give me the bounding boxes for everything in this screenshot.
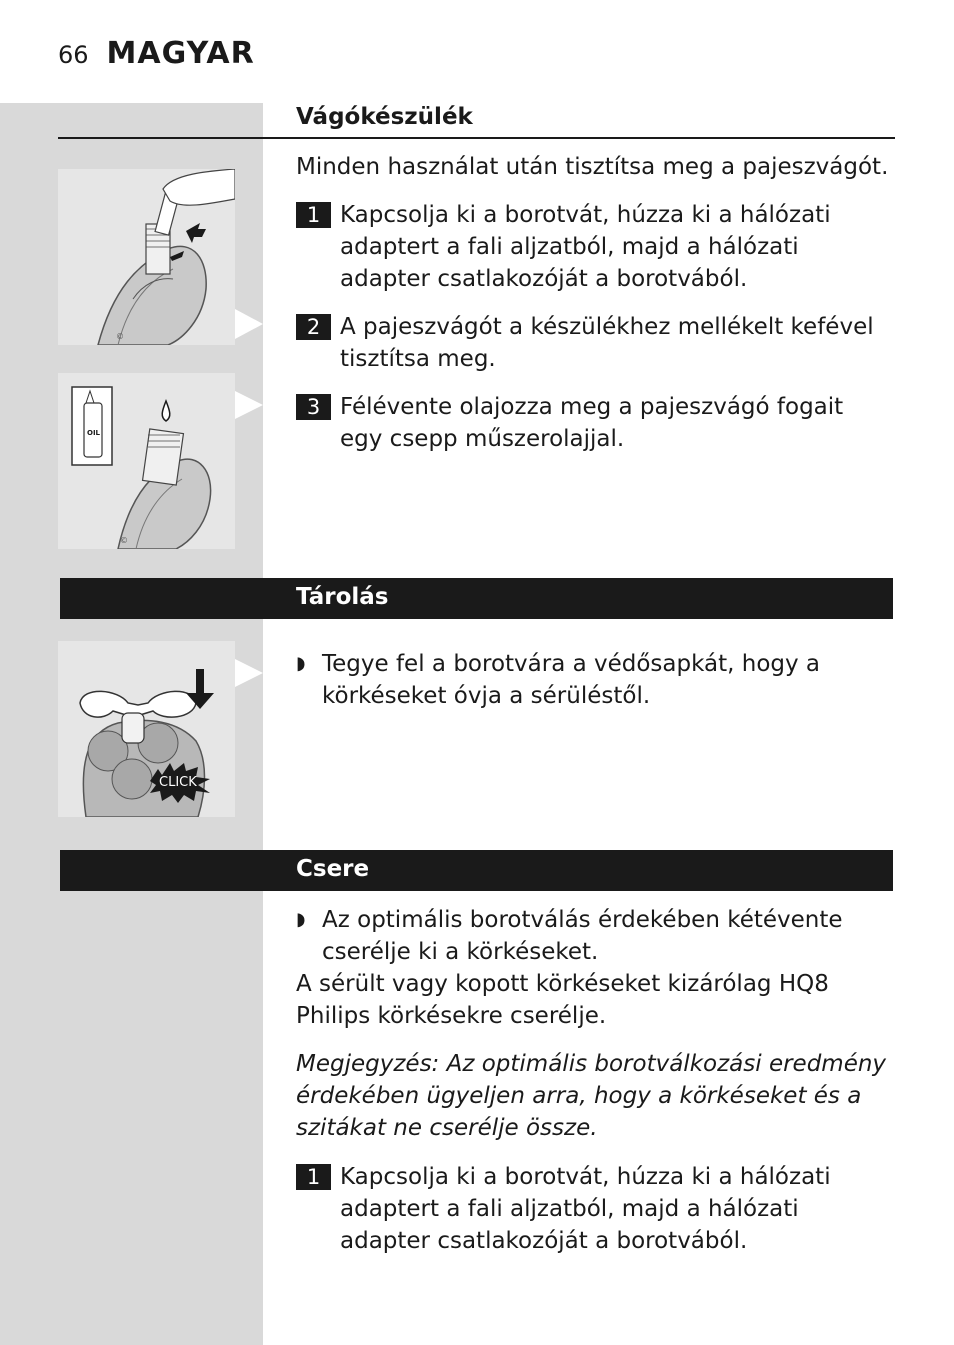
bullet-text: Tegye fel a borotvára a védősapkát, hogy a körkéseket óvja a sérüléstől. xyxy=(322,651,821,709)
step-text: Félévente olajozza meg a pajeszvágó fogait egy csepp műszerolajjal. xyxy=(340,394,844,452)
section-rule xyxy=(58,137,895,139)
illustration-trimmer-oiling xyxy=(58,373,235,549)
shaver-oil-drawing xyxy=(58,373,235,549)
illustration-trimmer-cleaning xyxy=(58,169,235,345)
click-label: CLICK xyxy=(159,775,197,790)
page-header xyxy=(58,36,255,71)
section-title-replace: Csere xyxy=(296,856,370,882)
storage-bullet xyxy=(296,648,891,712)
illustration-pointer xyxy=(235,373,263,549)
bullet-text: Az optimális borotválás érdekében kétévente cserélje ki a körkéseket. xyxy=(322,907,843,965)
cutter-step-1 xyxy=(296,199,891,295)
step-number: 3 xyxy=(296,394,331,420)
replace-bullet xyxy=(296,904,891,968)
svg-text:©: © xyxy=(120,536,128,545)
oil-label: OIL xyxy=(87,429,101,437)
step-number: 1 xyxy=(296,1164,331,1190)
illustration-pointer xyxy=(235,169,263,345)
cutter-intro: Minden használat után tisztítsa meg a pajeszvágót. xyxy=(296,154,889,180)
cutter-step-2 xyxy=(296,311,891,375)
replace-step-1 xyxy=(296,1161,891,1257)
step-number: 1 xyxy=(296,202,331,228)
page-number: 66 xyxy=(58,41,89,69)
bullet-mark: ◗ xyxy=(296,909,306,930)
step-text: Kapcsolja ki a borotvát, húzza ki a hálózati adaptert a fali aljzatból, majd a hálózati adapter csatlakozóját a borotvából. xyxy=(340,202,831,292)
replace-note-italic: Megjegyzés: Az optimális borotválkozási eredmény érdekében ügyeljen arra, hogy a körkéseket és a szitákat ne cserélje össze. xyxy=(296,1051,887,1141)
step-number: 2 xyxy=(296,314,331,340)
illustration-protective-cap xyxy=(58,641,235,817)
cutter-step-3 xyxy=(296,391,891,455)
section-bar-replace xyxy=(60,850,893,891)
language-title: MAGYAR xyxy=(106,36,255,71)
section-title-storage: Tárolás xyxy=(296,584,389,610)
bullet-mark: ◗ xyxy=(296,653,306,674)
section-title-cutter: Vágókészülék xyxy=(296,104,473,130)
replace-note-plain: A sérült vagy kopott körkéseket kizárólag HQ8 Philips körkésekre cserélje. xyxy=(296,971,829,1029)
illustration-pointer xyxy=(235,641,263,817)
shaver-brush-drawing xyxy=(58,169,235,345)
svg-text:©: © xyxy=(116,332,124,341)
shaver-cap-drawing xyxy=(58,641,235,817)
step-text: Kapcsolja ki a borotvát, húzza ki a hálózati adaptert a fali aljzatból, majd a hálózati adapter csatlakozóját a borotvából. xyxy=(340,1164,831,1254)
section-bar-storage xyxy=(60,578,893,619)
step-text: A pajeszvágót a készülékhez mellékelt kefével tisztítsa meg. xyxy=(340,314,874,372)
